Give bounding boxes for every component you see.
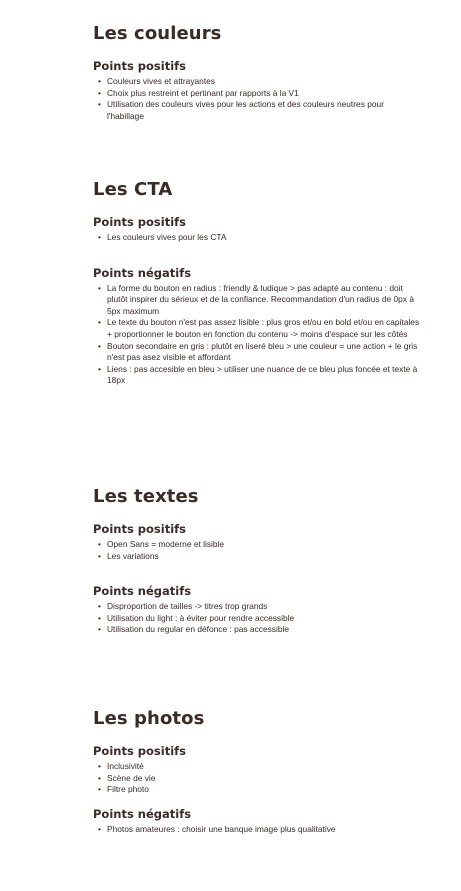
section-title: Les couleurs xyxy=(93,23,222,44)
bullet: • xyxy=(98,363,101,374)
bullet: • xyxy=(98,99,101,110)
bullet: • xyxy=(98,550,101,561)
positive-block xyxy=(93,59,423,122)
positive-heading: Points positifs xyxy=(93,522,187,536)
bullet: • xyxy=(98,601,101,612)
positive-heading: Points positifs xyxy=(93,59,187,73)
list-item: • Disproportion de tailles -> titres trop grands xyxy=(98,601,268,612)
section-couleurs xyxy=(93,22,423,122)
list-item: • Filtre photo xyxy=(98,784,149,795)
list-item: • Utilisation des couleurs vives pour les actions et des couleurs neutres pour l'habillage xyxy=(98,99,384,121)
list-item: • Couleurs vives et attrayantes xyxy=(98,76,215,86)
bullet: • xyxy=(98,823,101,834)
list-item: • Open Sans = moderne et lisible xyxy=(98,539,225,549)
bullet: • xyxy=(98,232,101,242)
positive-heading: Points positifs xyxy=(93,744,187,758)
bullet: • xyxy=(98,76,101,86)
positive-list xyxy=(93,232,423,244)
bullet: • xyxy=(98,340,101,351)
list-item: • Le texte du bouton n'est pas assez lisible : plus gros et/ou en bold et/ou en capitales + proportionner le bouton en fonction du contenu -> moins d'espace sur les côtés xyxy=(98,317,420,339)
list-item: • Liens : pas accesible en bleu > utiliser une nuance de ce bleu plus foncée et texte à 18px xyxy=(98,363,418,386)
negative-block xyxy=(93,807,423,836)
section-title: Les textes xyxy=(93,486,199,507)
positive-list xyxy=(93,539,423,562)
negative-list xyxy=(93,824,423,836)
positive-list xyxy=(93,76,423,122)
section-photos xyxy=(93,707,423,835)
list-item: • Les variations xyxy=(98,550,159,561)
bullet: • xyxy=(98,539,101,549)
positive-list xyxy=(93,761,423,796)
section-title: Les CTA xyxy=(93,179,173,200)
bullet: • xyxy=(98,761,101,771)
bullet: • xyxy=(98,612,101,623)
list-item: • La forme du bouton en radius : friendly & ludique > pas adapté au contenu : doit plutôt inspirer du sérieux et de la confiance. Recommandation d'un radius de 0px à 5px maximum xyxy=(98,282,415,316)
negative-block xyxy=(93,584,423,636)
positive-block xyxy=(93,744,423,796)
list-item: • Scène de vie xyxy=(98,772,156,783)
bullet: • xyxy=(98,87,101,98)
negative-heading: Points négatifs xyxy=(93,584,192,599)
bullet: • xyxy=(98,282,101,293)
positive-heading: Points positifs xyxy=(93,215,187,229)
section-cta xyxy=(93,178,423,387)
negative-heading: Points négatifs xyxy=(93,265,192,280)
negative-list xyxy=(93,283,423,387)
section-title: Les photos xyxy=(93,708,205,729)
bullet: • xyxy=(98,772,101,783)
positive-block xyxy=(93,215,423,244)
bullet: • xyxy=(98,784,101,795)
list-item: • Photos amateures : choisir une banque image plus qualitative xyxy=(98,823,336,834)
list-item: • Utilisation du regular en défonce : pas accessible xyxy=(98,624,290,635)
section-textes xyxy=(93,485,423,636)
list-item: • Les couleurs vives pour les CTA xyxy=(98,232,227,242)
list-item: • Utilisation du light : à éviter pour rendre accessible xyxy=(98,612,295,623)
bullet: • xyxy=(98,624,101,635)
negative-list xyxy=(93,601,423,636)
negative-block xyxy=(93,266,423,387)
bullet: • xyxy=(98,317,101,328)
list-item: • Choix plus restreint et pertinant par rapports à la V1 xyxy=(98,87,299,98)
list-item: • Bouton secondaire en gris : plutôt en liseré bleu > une couleur = une action + le gris n'est pas asez visible et affordant xyxy=(98,340,418,363)
positive-block xyxy=(93,522,423,562)
list-item: • Inclusivité xyxy=(98,761,144,771)
negative-heading: Points négatifs xyxy=(93,806,192,821)
